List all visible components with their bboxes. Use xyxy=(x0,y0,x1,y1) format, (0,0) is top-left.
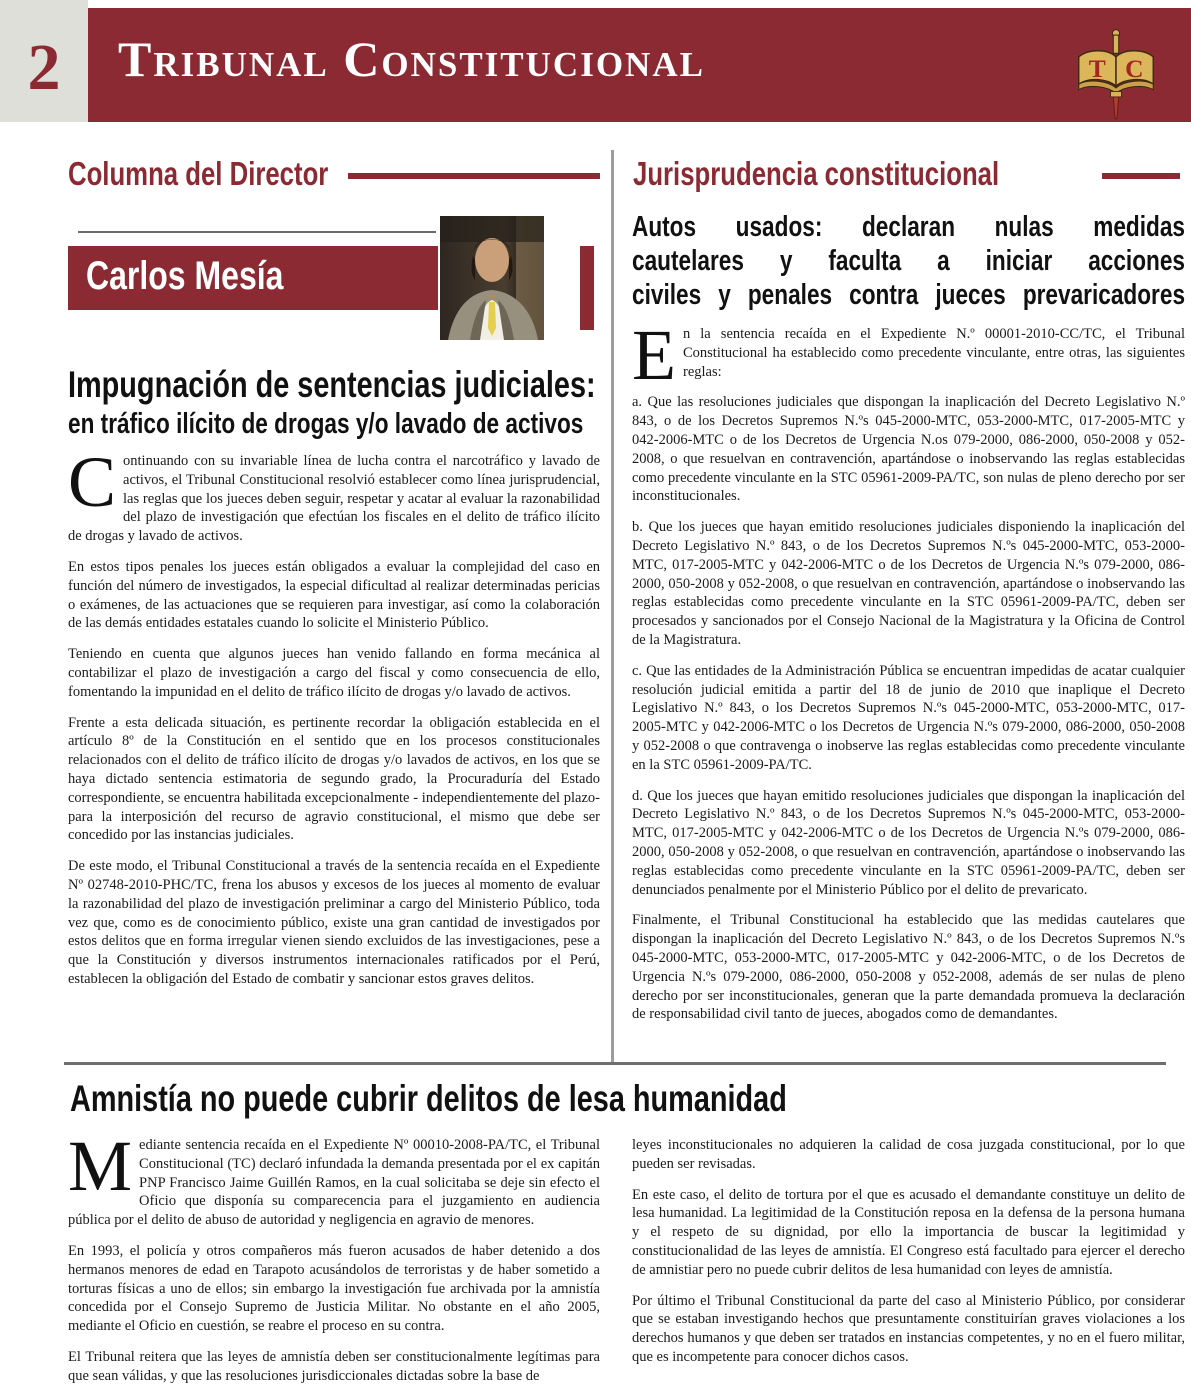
author-box-accent-tab xyxy=(580,246,594,330)
rule-item-a: a. Que las resoluciones judiciales que dispongan la inaplicación del Decreto Legislativo N.º 843, o de los Decretos Supremos N.ºs 045-2000-MTC, 053-2000-MTC, 017-2005-MTC y 042-2006-MTC o de los Decretos de Urgencia N.os 079-2000, 086-2000, 050-2008 y 052-2008, o que resuelvan en contravención, apartándose o inobservando las reglas establecidas como precedente vinculante en la STC 05961-2009-PA/TC, son nulas de pleno derecho por ser inconstitucionales. xyxy=(632,394,1185,505)
paragraph: leyes inconstitucionales no adquieren la calidad de cosa juzgada constitucional, por lo que pueden ser revisadas. xyxy=(632,1137,1185,1172)
bottom-right-column xyxy=(632,1136,1185,1379)
paragraph: El Tribunal reitera que las leyes de amnistía deben ser constitucionalmente legítimas para que sean válidas, y que las resoluciones jurisdiccionales dictadas sobre la base de xyxy=(68,1348,600,1384)
paragraph xyxy=(68,442,600,546)
paragraph: Teniendo en cuenta que algunos jueces han venido fallando en forma mecánica al contabilizar el plazo de investigación a cargo del fiscal y como consecuencia de ello, fomentando la impunidad en el delito de tráfico ilícito de drogas y/o lavado de activos. xyxy=(68,646,600,700)
page-number: 2 xyxy=(27,31,61,104)
paragraph-text: ontinuando con su invariable línea de lucha contra el narcotráfico y lavado de activos, el Tribunal Constitucional resolvió establecer como línea jurisprudencial, las reglas que los jueces deben seguir, respetar y acatar al evaluar la razonabilidad del plazo de investigación que efectúan los fiscales en el delito de tráfico ilícito de drogas y lavado de activos. xyxy=(68,453,600,545)
dropcap-c: C xyxy=(68,442,117,522)
rule-item-c: c. Que las entidades de la Administración Pública se encuentran impedidas de acatar cualquier resolución judicial emitida a partir del 18 de junio de 2010 que inaplique el Decreto Legislativo N.º 843, o los Decretos Supremos N.ºs 045-2000-MTC, 053-2000-MTC, 017-2005-MTC y 042-2006-MTC o los Decretos de Urgencia N.ºs 079-2000, 086-2000, 050-2008 y 052-2008 o que contravenga o inobserve las reglas establecidas como precedente vinculante en la STC 05961-2009-PA/TC. xyxy=(632,662,1185,773)
bottom-article-title-text: Amnistía no puede cubrir delitos de lesa humanidad xyxy=(70,1078,787,1119)
kicker-columna-del-director: Columna del Director xyxy=(68,155,329,192)
paragraph: En este caso, el delito de tortura por el que es acusado el demandante constituye un delito de lesa humanidad. La legitimidad de la Constitución reposa en la defensa de la persona humana y el respeto de su dignidad, por ello la importancia de buscar la legitimidad y constitucionalidad de las leyes de amnistía. El Congreso está facultado para ejercer el derecho de amnistiar pero no puede cubrir delitos de lesa humanidad con leyes de amnistía. xyxy=(632,1186,1185,1278)
paragraph: Por último el Tribunal Constitucional da parte del caso al Ministerio Público, por considerar que se estaban investigando hechos que presuntamente constituirían graves violaciones a los derechos humanos y que deben ser tratados en instancias competentes, y no en el fuero militar, que es incompetente para conocer dichos casos. xyxy=(632,1292,1185,1365)
bottom-article-title xyxy=(70,1078,1070,1120)
masthead-banner xyxy=(88,8,1191,122)
kicker-jurisprudencia-constitucional: Jurisprudencia constitucional xyxy=(633,155,1000,192)
author-box-topline xyxy=(78,231,436,233)
left-article-title-line1: Impugnación de sentencias judiciales: xyxy=(68,364,596,405)
right-article-headline xyxy=(632,210,1185,312)
author-name: Carlos Mesía xyxy=(86,254,284,298)
svg-text:T: T xyxy=(1088,53,1106,83)
masthead-title: Tribunal Constitucional xyxy=(118,31,705,87)
section-divider-rule xyxy=(64,1062,1166,1065)
svg-text:C: C xyxy=(1125,53,1144,83)
paragraph-text: n la sentencia recaída en el Expediente N.º 00001-2010-CC/TC, el Tribunal Constitucional ha establecido como precedente vinculante, entre otras, las siguientes reglas: xyxy=(682,326,1185,380)
rule-item-d: d. Que los jueces que hayan emitido resoluciones judiciales que dispongan la inaplicación del Decreto Legislativo N.º 843, o de los Decretos Supremos N.ºs 045-2000-MTC, 053-2000-MTC, 017-2005-MTC y 042-2006-MTC o de los Decretos de Urgencia N.ºs 079-2000, 086-2000, 050-2008 y 052-2008, o que resuelvan en contravención, apartándose o inobservando las reglas establecidas como precedente vinculante en la STC 05961-2009-PA/TC, deben ser denunciados penalmente por el Ministerio Público por el delito de prevaricato. xyxy=(632,787,1185,898)
paragraph: Frente a esta delicada situación, es pertinente recordar la obligación establecida en el artículo 8º de la Constitución en el sentido que en los procesos constitucionales relacionados con el delito de tráfico ilícito de drogas y/o lavados de activos, en los que se haya dictado sentencia estimatoria de segundo grado, la Procuraduría del Estado correspondiente, se encuentra habilitada excepcionalmente - independientemente del plazo- para la interposición del recurso de agravio constitucional, el mismo que debe ser concedido por las instancias judiciales. xyxy=(68,714,600,844)
headline-line1: Autos usados: declaran nulas medidas xyxy=(632,211,1186,243)
kicker-rule-right xyxy=(1102,173,1180,179)
bottom-left-column xyxy=(68,1126,600,1395)
headline-line2: cautelares y faculta a iniciar acciones xyxy=(632,245,1186,277)
right-article-body xyxy=(632,315,1185,1036)
closing-paragraph: Finalmente, el Tribunal Constitucional ha establecido que las medidas cautelares que dispongan la inaplicación del Decreto Legislativo N.º 843, o de los Decretos Supremos N.ºs 045-2000-MTC, 053-2000-MTC, 017-2005-MTC y 042-2006-MTC, o de los Decretos de Urgencia N.ºs 079-2000, 086-2000, 050-2008 y 052-2008, además de ser nulas de pleno derecho por ser inconstitucionales, generan que la parte demandada promueva la declaración de responsabilidad civil tanto de jueces, abogados como de demandantes. xyxy=(632,912,1185,1023)
headline-line3: civiles y penales contra jueces prevaricadores xyxy=(632,279,1186,311)
paragraph: De este modo, el Tribunal Constitucional a través de la sentencia recaída en el Expediente Nº 02748-2010-PHC/TC, frena los abusos y excesos de los jueces al momento de evaluar la razonabilidad del plazo de investigación preliminar a cargo del Ministerio Público, toda vez que, como es de conocimiento público, existe una gran cantidad de investigados por estos delitos que en forma irregular vienen siendo excluidos de las investigaciones, pese a que la Constitución y diversos instrumentos internacionales ratificados por el Perú, establecen la obligación del Estado de combatir y sancionar estos graves delitos. xyxy=(68,858,600,987)
paragraph: En 1993, el policía y otros compañeros más fueron acusados de haber detenido a dos hermanos menores de edad en Tarapoto acusándolos de terroristas y de haber sometido a torturas físicas a uno de ellos; sin embargo la investigación fue archivada por la amnistía concedida por el Consejo Supremo de Justicia Militar. No obstante en el año 2005, mediante el Oficio en cuestión, se reabre el proceso en su contra. xyxy=(68,1242,600,1335)
author-name-box xyxy=(68,246,438,310)
left-article-body xyxy=(68,442,600,1001)
paragraph xyxy=(68,1126,600,1230)
author-portrait-photo xyxy=(440,216,544,340)
dropcap-e: E xyxy=(632,315,676,395)
column-divider xyxy=(611,150,614,1062)
dropcap-m: M xyxy=(68,1126,133,1206)
paragraph-text: ediante sentencia recaída en el Expediente Nº 00010-2008-PA/TC, el Tribunal Constitucional (TC) declaró infundada la demanda presentada por el ex capitán PNP Francisco Jaime Guillén Ramos, en la cual solicitaba se deje sin efecto el Oficio que disponía su comparecencia para el juzgamiento en audiencia pública por el delito de abuso de autoridad y negligencia en agravio de menores. xyxy=(68,1137,600,1229)
paragraph xyxy=(632,315,1185,395)
rule-item-b: b. Que los jueces que hayan emitido resoluciones judiciales disponiendo la inaplicación del Decreto Legislativo N.º 843, o de los Decretos Supremos N.ºs 045-2000-MTC, 053-2000-MTC, 017-2005-MTC y 042-2006-MTC o de los Decretos de Urgencia N.ºs 079-2000, 086-2000, 050-2008 y 052-2008, o que resuelvan en contravención, apartándose o inobservando las reglas establecidas como precedente vinculante en la STC 05961-2009-PA/TC, deben ser procesados y sancionados por el Consejo Nacional de la Magistratura y la Oficina de Control de la Magistratura. xyxy=(632,519,1185,648)
tribunal-constitucional-logo-icon xyxy=(1066,26,1166,126)
left-article-title-line2: en tráfico ilícito de drogas y/o lavado de activos xyxy=(68,408,584,440)
paragraph: En estos tipos penales los jueces están obligados a evaluar la complejidad del caso en función del número de investigados, la especial dificultad al realizar determinadas pericias o exámenes, de las actuaciones que se requieren para investigar, así como la colaboración de las demás entidades estatales cuando lo solicite el Ministerio Público. xyxy=(68,558,600,632)
kicker-rule-left xyxy=(348,173,600,179)
